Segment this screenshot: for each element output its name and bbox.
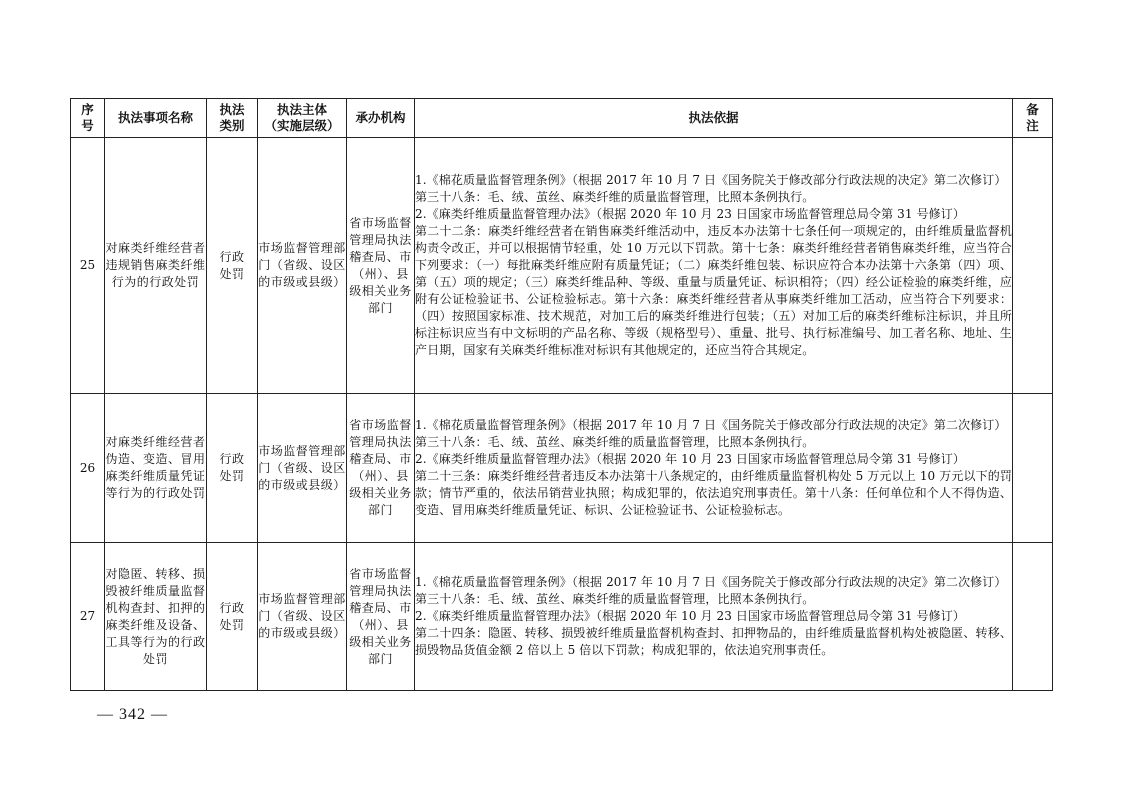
header-basis: 执法依据 [415,99,1013,138]
header-seq: 序 号 [71,99,105,138]
row-category: 行政 处罚 [207,138,258,394]
row-seq: 25 [71,138,105,394]
row-category: 行政 处罚 [207,543,258,691]
basis-line: 第二十四条：隐匿、转移、损毁被纤维质量监督机构查封、扣押物品的，由纤维质量监督机构处被隐匿、转移、损毁物品货值金额 2 倍以上 5 倍以下罚款；构成犯罪的，依法追究刑事责任。 [415,626,1012,657]
header-category: 执法 类别 [207,99,258,138]
basis-line: 2.《麻类纤维质量监督管理办法》（根据 2020 年 10 月 23 日国家市场监督管理总局令第 31 号修订） [415,452,965,466]
page-number: — 342 — [97,706,168,723]
row-basis [415,543,1013,691]
table-row [71,138,1053,394]
row-remarks [1013,394,1053,543]
row-subject: 市场监督管理部门（省级、设区的市级或县级） [258,138,347,394]
row-agency: 省市场监督管理局执法稽查局、市（州）、县级相关业务部门 [347,138,415,394]
row-remarks [1013,138,1053,394]
basis-line: 1.《棉花质量监督管理条例》（根据 2017 年 10 月 7 日《国务院关于修改部分行政法规的决定》第二次修订） [415,575,1007,589]
basis-line: 第三十八条：毛、绒、茧丝、麻类纤维的质量监督管理，比照本条例执行。 [415,592,815,606]
basis-line: 1.《棉花质量监督管理条例》（根据 2017 年 10 月 7 日《国务院关于修改部分行政法规的决定》第二次修订） [415,418,1007,432]
row-name: 对隐匿、转移、损毁被纤维质量监督机构查封、扣押的麻类纤维及设备、工具等行为的行政处罚 [105,543,207,691]
row-agency: 省市场监督管理局执法稽查局、市（州）、县级相关业务部门 [347,394,415,543]
basis-line: 第三十八条：毛、绒、茧丝、麻类纤维的质量监督管理，比照本条例执行。 [415,435,815,449]
basis-line: 第二十二条：麻类纤维经营者在销售麻类纤维活动中，违反本办法第十七条任何一项规定的，由纤维质量监督机构责令改正，并可以根据情节轻重，处 10 万元以下罚款。第十七条：麻类纤维经营者销售麻类纤维，应当符合下列要求：（一）每批麻类纤维应附有质量凭证；（二）麻类纤维包装、标识应符合本办法第十六条第（四）项、第（五）项的规定；（三）麻类纤维品种、等级、重量与质量凭证、标识相符；（四）经公证检验的麻类纤维，应附有公证检验证书、公证检验标志。第十六条：麻类纤维经营者从事麻类纤维加工活动，应当符合下列要求：（四）按照国家标准、技术规范，对加工后的麻类纤维进行包装；（五）对加工后的麻类纤维标注标识，并且所标注标识应当有中文标明的产品名称、等级（规格型号）、重量、批号、执行标准编号、加工者名称、地址、生产日期，国家有关麻类纤维标准对标识有其他规定的，还应当符合其规定。 [415,224,1012,357]
row-name: 对麻类纤维经营者违规销售麻类纤维行为的行政处罚 [105,138,207,394]
header-remarks: 备 注 [1013,99,1053,138]
header-subject: 执法主体 （实施层级） [258,99,347,138]
row-remarks [1013,543,1053,691]
table-header-row [71,99,1053,138]
row-basis [415,394,1013,543]
basis-line: 2.《麻类纤维质量监督管理办法》（根据 2020 年 10 月 23 日国家市场监督管理总局令第 31 号修订） [415,609,965,623]
row-agency: 省市场监督管理局执法稽查局、市（州）、县级相关业务部门 [347,543,415,691]
row-seq: 27 [71,543,105,691]
table-row [71,543,1053,691]
basis-line: 第三十八条：毛、绒、茧丝、麻类纤维的质量监督管理，比照本条例执行。 [415,190,815,204]
enforcement-table [70,98,1053,691]
header-name: 执法事项名称 [105,99,207,138]
header-agency: 承办机构 [347,99,415,138]
basis-line: 2.《麻类纤维质量监督管理办法》（根据 2020 年 10 月 23 日国家市场监督管理总局令第 31 号修订） [415,207,965,221]
row-seq: 26 [71,394,105,543]
row-subject: 市场监督管理部门（省级、设区的市级或县级） [258,543,347,691]
row-name: 对麻类纤维经营者伪造、变造、冒用麻类纤维质量凭证等行为的行政处罚 [105,394,207,543]
row-basis [415,138,1013,394]
basis-line: 1.《棉花质量监督管理条例》（根据 2017 年 10 月 7 日《国务院关于修改部分行政法规的决定》第二次修订） [415,173,1007,187]
basis-line: 第二十三条：麻类纤维经营者违反本办法第十八条规定的，由纤维质量监督机构处 5 万元以上 10 万元以下的罚款；情节严重的，依法吊销营业执照；构成犯罪的，依法追究刑事责任。第十八条：任何单位和个人不得伪造、变造、冒用麻类纤维质量凭证、标识、公证检验证书、公证检验标志。 [415,469,1012,517]
row-category: 行政 处罚 [207,394,258,543]
row-subject: 市场监督管理部门（省级、设区的市级或县级） [258,394,347,543]
table-row [71,394,1053,543]
